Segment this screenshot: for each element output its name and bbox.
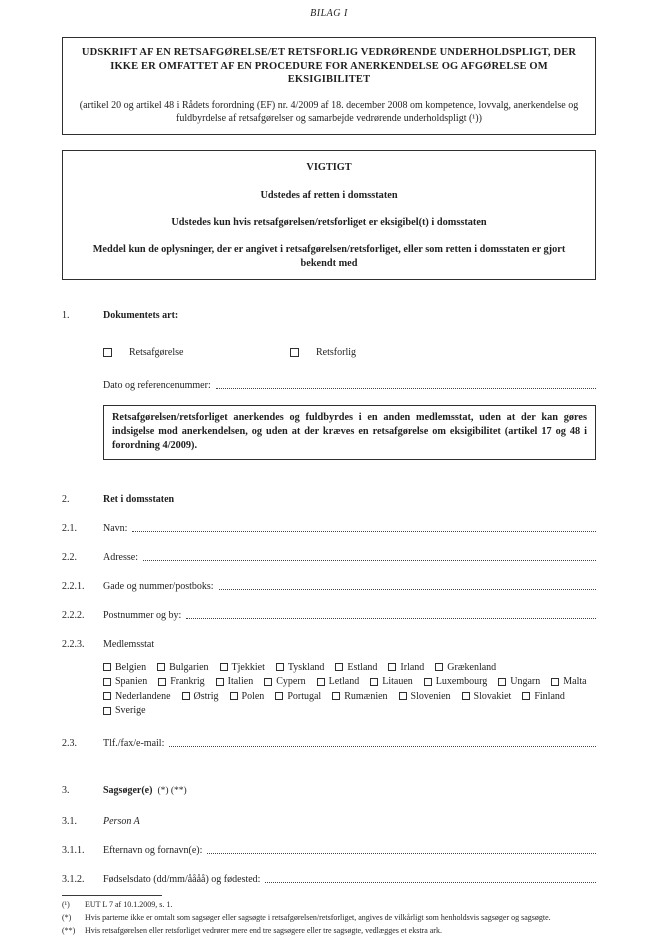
checkbox-icon[interactable]: [103, 663, 111, 671]
footnote: [62, 900, 596, 911]
member-state-label: Rumænien: [344, 690, 388, 702]
checkbox-icon[interactable]: [462, 692, 470, 700]
member-state-label: Belgien: [115, 661, 147, 673]
member-state-option[interactable]: [399, 691, 451, 702]
member-state-label: Portugal: [287, 690, 322, 702]
section-3-heading: [62, 785, 596, 796]
section-1-heading: [62, 310, 596, 321]
member-state-option[interactable]: [103, 705, 146, 716]
footnote-text: EUT L 7 af 10.1.2009, s. 1.: [85, 900, 173, 910]
contact-field-row: [62, 738, 596, 749]
important-line: Meddel kun de oplysninger, der er angivet i retsafgørelsen/retsforliget, eller som retten i domsstaten er gjort bekendt med: [92, 244, 566, 269]
footnote-divider: [62, 895, 162, 896]
member-state-label: Letland: [328, 676, 360, 688]
important-line: Udstedes kun hvis retsafgørelsen/retsforliget er eksigibel(t) i domsstaten: [171, 217, 487, 229]
field-number: 3.1.2.: [62, 874, 85, 886]
field-number: 2.2.1.: [62, 581, 85, 593]
member-state-option[interactable]: [317, 676, 360, 687]
member-state-option[interactable]: [158, 676, 204, 687]
option-retsforlig[interactable]: [290, 347, 356, 358]
checkbox-icon[interactable]: [158, 678, 166, 686]
dotted-field: [219, 589, 596, 590]
page-label: BILAG I: [310, 8, 348, 19]
checkbox-icon[interactable]: [388, 663, 396, 671]
recognition-note-text: Retsafgørelsen/retsforliget anerkendes og fuldbyrdes i en anden medlemsstat, uden at der kan gøres indsigelse mod anerkendelsen, og uden at der kræves en retsafgørelse om eksigibilitet (artikel 17 og 48 i forordning 4/2009).: [112, 412, 587, 452]
member-state-label: Irland: [400, 661, 425, 673]
important-title: VIGTIGT: [306, 162, 352, 174]
footnote-marker: (¹): [62, 900, 70, 910]
member-state-label: Grækenland: [447, 661, 497, 673]
dotted-field: [265, 882, 596, 883]
member-state-label: Malta: [563, 676, 587, 688]
checkbox-icon[interactable]: [103, 678, 111, 686]
dotted-field: [143, 560, 596, 561]
member-state-label: Bulgarien: [169, 661, 209, 673]
field-label: Tlf./fax/e-mail:: [103, 738, 165, 750]
member-state-option[interactable]: [462, 691, 512, 702]
member-state-row: [103, 689, 596, 704]
footnote-marker: (**): [62, 925, 76, 935]
member-state-option[interactable]: [551, 676, 586, 687]
member-state-label: Finland: [534, 690, 565, 702]
field-number: 3.1.: [62, 816, 77, 828]
checkbox-icon[interactable]: [370, 678, 378, 686]
member-state-label: Sverige: [115, 705, 146, 717]
section-number: 3.: [62, 785, 70, 797]
checkbox-icon[interactable]: [103, 348, 112, 357]
member-state-label: Tyskland: [287, 661, 325, 673]
dotted-field: [216, 388, 596, 389]
member-state-label: Italien: [227, 676, 254, 688]
member-state-row: [103, 660, 596, 675]
footnote-text: Hvis retsafgørelsen eller retsforliget vedrører mere end tre sagsøgere eller tre sagsøgte, vedlægges et ekstra ark.: [85, 925, 442, 935]
checkbox-icon[interactable]: [220, 663, 228, 671]
member-state-option[interactable]: [157, 662, 208, 673]
member-state-label: Slovenien: [410, 690, 451, 702]
checkbox-icon[interactable]: [290, 348, 299, 357]
member-state-field-row: [62, 639, 596, 650]
form-field-row: [62, 610, 596, 621]
member-state-label: Frankrig: [170, 676, 205, 688]
member-state-option[interactable]: [388, 662, 424, 673]
member-state-option[interactable]: [332, 691, 387, 702]
person-a-row: [62, 816, 596, 827]
checkbox-icon[interactable]: [264, 678, 272, 686]
checkbox-icon[interactable]: [551, 678, 559, 686]
member-state-label: Polen: [241, 690, 265, 702]
option-label: Retsafgørelse: [129, 347, 184, 359]
dotted-field: [207, 853, 596, 854]
section-number: 2.: [62, 494, 70, 506]
recognition-note-box: [103, 405, 596, 460]
section-3-fields: [62, 845, 596, 885]
checkbox-icon[interactable]: [317, 678, 325, 686]
section-title: Sagsøger(e): [103, 785, 153, 797]
dotted-field: [132, 531, 596, 532]
dotted-field: [169, 746, 596, 747]
member-state-label: Ungarn: [510, 676, 541, 688]
option-label: Retsforlig: [316, 347, 356, 359]
member-state-option[interactable]: [276, 662, 325, 673]
checkbox-icon[interactable]: [335, 663, 343, 671]
footnote-reference-markers: (*) (**): [157, 786, 187, 797]
field-label: Gade og nummer/postboks:: [103, 581, 214, 593]
form-field-row: [62, 845, 596, 856]
checkbox-icon[interactable]: [182, 692, 190, 700]
checkbox-icon[interactable]: [103, 707, 111, 715]
field-number: 3.1.1.: [62, 845, 85, 857]
section-title: Dokumentets art:: [103, 310, 179, 322]
important-line: Udstedes af retten i domsstaten: [260, 189, 398, 201]
field-label: Fødselsdato (dd/mm/åååå) og fødested:: [103, 874, 261, 886]
checkbox-icon[interactable]: [332, 692, 340, 700]
member-state-option[interactable]: [220, 662, 265, 673]
member-state-option[interactable]: [216, 676, 254, 687]
member-state-label: Luxembourg: [435, 676, 488, 688]
member-state-label: Østrig: [193, 690, 219, 702]
member-state-option[interactable]: [522, 691, 565, 702]
field-label: Medlemsstat: [103, 639, 155, 651]
member-state-option[interactable]: [275, 691, 321, 702]
checkbox-icon[interactable]: [522, 692, 530, 700]
member-state-option[interactable]: [435, 662, 496, 673]
field-label: Postnummer og by:: [103, 610, 182, 622]
member-state-option[interactable]: [103, 676, 147, 687]
member-state-label: Tjekkiet: [231, 661, 265, 673]
form-field-row: [62, 581, 596, 592]
footnote: [62, 926, 596, 937]
date-reference-field: [103, 380, 596, 391]
member-state-option[interactable]: [424, 676, 487, 687]
document-title: UDSKRIFT AF EN RETSAFGØRELSE/ET RETSFORLIG VEDRØRENDE UNDERHOLDSPLIGT, DER IKKE ER OMFATTET AF EN PROCEDURE FOR ANERKENDELSE OG AFGØRELSE OM EKSIGIBILITET: [81, 47, 577, 86]
form-field-row: [62, 523, 596, 534]
member-state-label: Estland: [347, 661, 378, 673]
member-state-label: Spanien: [115, 676, 148, 688]
member-state-option[interactable]: [498, 676, 540, 687]
document-type-options: [103, 347, 596, 358]
checkbox-icon[interactable]: [435, 663, 443, 671]
member-state-option[interactable]: [264, 676, 305, 687]
section-number: 1.: [62, 310, 70, 322]
dotted-field: [186, 618, 596, 619]
section-2-fields: [62, 523, 596, 621]
form-field-row: [62, 552, 596, 563]
footnote: [62, 913, 596, 924]
checkbox-icon[interactable]: [230, 692, 238, 700]
member-state-label: Litauen: [382, 676, 413, 688]
section-title: Ret i domsstaten: [103, 494, 175, 506]
footnote-list: [62, 900, 596, 936]
member-state-row: [103, 704, 596, 719]
field-label: Dato og referencenummer:: [103, 380, 211, 392]
footnote-text: Hvis parterne ikke er omtalt som sagsøger eller sagsøgte i retsafgørelsen/retsforliget, angives de vilkårligt som henholdsvis sagsøger og sagsøgte.: [85, 912, 551, 922]
member-state-label: Slovakiet: [473, 690, 512, 702]
footnote-marker: (*): [62, 912, 72, 922]
member-state-option[interactable]: [103, 691, 171, 702]
option-retsafgoerelse[interactable]: [103, 347, 290, 358]
member-state-row: [103, 675, 596, 690]
field-label: Navn:: [103, 523, 128, 535]
field-number: 2.2.3.: [62, 639, 85, 651]
field-number: 2.1.: [62, 523, 77, 535]
checkbox-icon[interactable]: [276, 663, 284, 671]
section-2-heading: [62, 494, 596, 505]
form-field-row: [62, 874, 596, 885]
field-label: Adresse:: [103, 552, 138, 564]
member-state-option[interactable]: [103, 662, 146, 673]
member-state-label: Nederlandene: [115, 690, 171, 702]
field-number: 2.2.: [62, 552, 77, 564]
member-state-list: [103, 660, 596, 718]
member-state-label: Cypern: [276, 676, 306, 688]
checkbox-icon[interactable]: [275, 692, 283, 700]
checkbox-icon[interactable]: [157, 663, 165, 671]
checkbox-icon[interactable]: [424, 678, 432, 686]
checkbox-icon[interactable]: [399, 692, 407, 700]
person-label: Person A: [103, 816, 140, 828]
field-label: Efternavn og fornavn(e):: [103, 845, 203, 857]
checkbox-icon[interactable]: [498, 678, 506, 686]
field-number: 2.3.: [62, 738, 77, 750]
important-notice-box: [62, 150, 596, 280]
field-number: 2.2.2.: [62, 610, 85, 622]
checkbox-icon[interactable]: [103, 692, 111, 700]
member-state-option[interactable]: [230, 691, 265, 702]
member-state-option[interactable]: [335, 662, 377, 673]
document-subtitle: (artikel 20 og artikel 48 i Rådets forordning (EF) nr. 4/2009 af 18. december 2008 om kompetence, lovvalg, anerkendelse og fuldbyrdelse af retsafgørelser og samarbejde vedrørende underholdspligt (¹)): [79, 99, 579, 125]
title-box: [62, 37, 596, 135]
member-state-option[interactable]: [182, 691, 219, 702]
member-state-option[interactable]: [370, 676, 413, 687]
checkbox-icon[interactable]: [216, 678, 224, 686]
footnotes: [62, 895, 596, 936]
